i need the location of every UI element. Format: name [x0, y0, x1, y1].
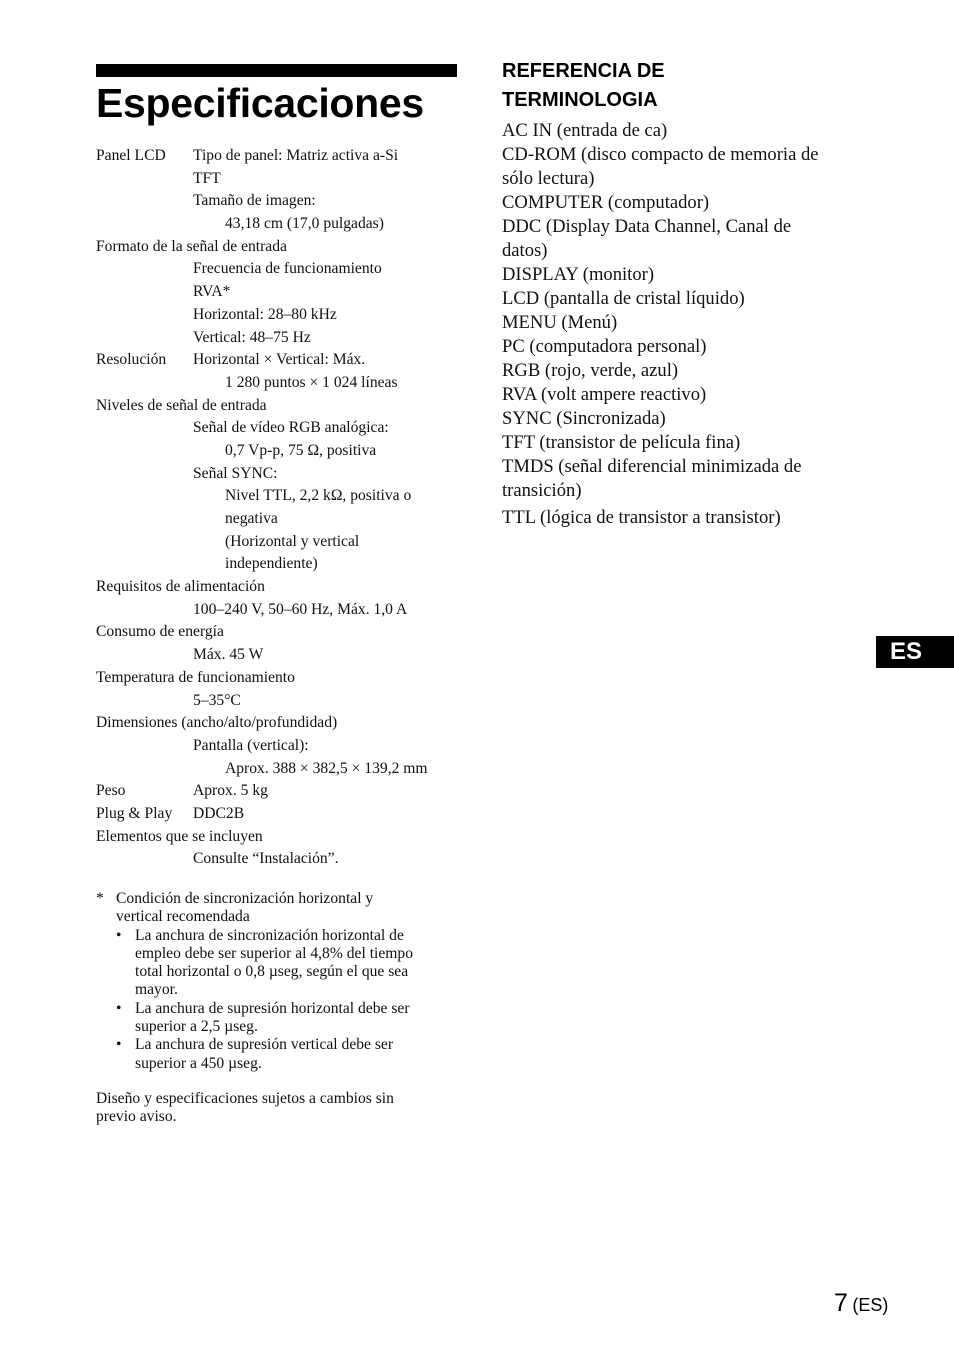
- footnote-marker: *: [96, 890, 104, 907]
- term-line: DISPLAY (monitor): [502, 264, 655, 285]
- spec-row: [96, 553, 466, 576]
- term-entry: [502, 506, 882, 530]
- spec-subvalue: 0,7 Vp-p, 75 Ω, positiva: [225, 441, 377, 459]
- spec-row: [96, 621, 466, 644]
- term-line: SYNC (Sincronizada): [502, 408, 666, 429]
- spec-value: Frecuencia de funcionamiento: [193, 260, 382, 278]
- footnote-bullet-text: La anchura de sincronización horizontal de: [135, 926, 404, 944]
- spec-row: [96, 667, 466, 690]
- spec-value: Horizontal × Vertical: Máx.: [193, 351, 366, 369]
- term-entry: [502, 383, 882, 407]
- footnote-bullet-text: La anchura de supresión horizontal debe ser: [135, 999, 410, 1017]
- spec-row: [96, 576, 466, 599]
- spec-value: DDC2B: [193, 804, 245, 822]
- term-line: sólo lectura): [502, 168, 595, 189]
- footnote-text: Condición de sincronización horizontal y: [116, 890, 374, 907]
- spec-row: [96, 848, 466, 871]
- spec-label: Formato de la señal de entrada: [96, 237, 287, 255]
- term-entry: [502, 311, 882, 335]
- spec-row: [96, 735, 466, 758]
- term-line: CD-ROM (disco compacto de memoria de: [502, 144, 819, 165]
- page-number-suffix: (ES): [852, 1295, 889, 1315]
- spec-row: [96, 690, 466, 713]
- footnote-bullet-text: superior a 2,5 µseg.: [135, 1018, 258, 1036]
- spec-label: Temperatura de funcionamiento: [96, 668, 295, 686]
- footnote-bullet-line: [96, 963, 466, 981]
- term-entry: [502, 287, 882, 311]
- term-entry: [502, 263, 882, 287]
- term-entry: [502, 215, 882, 263]
- term-line: TMDS (señal diferencial minimizada de: [502, 456, 802, 477]
- spec-row: [96, 803, 466, 826]
- spec-row: [96, 213, 466, 236]
- footnote-bullet-text: superior a 450 µseg.: [135, 1054, 262, 1072]
- spec-row: [96, 145, 466, 168]
- term-line: RGB (rojo, verde, azul): [502, 360, 679, 381]
- spec-row: [96, 531, 466, 554]
- spec-row: [96, 258, 466, 281]
- footnotes: [96, 890, 466, 1127]
- spec-value: Señal SYNC:: [193, 464, 278, 482]
- spec-subvalue: Aprox. 388 × 382,5 × 139,2 mm: [225, 759, 428, 777]
- spec-label: Peso: [96, 782, 126, 800]
- term-entry: [502, 335, 882, 359]
- language-tab: ES: [876, 636, 954, 668]
- spec-row: [96, 826, 466, 849]
- spec-row: [96, 349, 466, 372]
- spec-value: Tipo de panel: Matriz activa a-Si: [193, 147, 399, 164]
- term-line: transición): [502, 480, 582, 501]
- term-line: datos): [502, 240, 548, 261]
- term-line: TTL (lógica de transistor a transistor): [502, 507, 781, 528]
- footnote-bullet-text: total horizontal o 0,8 µseg, según el que sea: [135, 963, 409, 981]
- spec-row: [96, 304, 466, 327]
- footnote-bullet-line: [96, 1018, 466, 1036]
- term-entry: [502, 143, 882, 191]
- spec-label: Dimensiones (ancho/alto/profundidad): [96, 714, 338, 732]
- term-line: DDC (Display Data Channel, Canal de: [502, 216, 792, 237]
- spec-subvalue: (Horizontal y vertical: [225, 532, 360, 550]
- terminology-list: [502, 119, 882, 530]
- footnote-bullet-line: [96, 927, 466, 945]
- spec-row: [96, 236, 466, 259]
- spec-value: Señal de vídeo RGB analógica:: [193, 419, 389, 437]
- disclaimer-line: [96, 1090, 466, 1108]
- footnote-bullet-line: [96, 981, 466, 999]
- spec-subvalue: 1 280 puntos × 1 024 líneas: [225, 373, 398, 391]
- spec-value: Pantalla (vertical):: [193, 736, 309, 754]
- spec-row: [96, 168, 466, 191]
- spec-label: Plug & Play: [96, 804, 173, 822]
- spec-value: Aprox. 5 kg: [193, 782, 268, 800]
- footnote-bullet-text: mayor.: [135, 981, 178, 999]
- footnote-text: vertical recomendada: [116, 908, 250, 926]
- spec-row: [96, 372, 466, 395]
- spec-subvalue: negativa: [225, 510, 278, 527]
- terminology-heading-line: TERMINOLOGIA: [502, 89, 658, 111]
- term-entry: [502, 455, 882, 503]
- spec-value: RVA*: [193, 283, 231, 301]
- term-entry: [502, 359, 882, 383]
- spec-value: TFT: [193, 169, 221, 187]
- disclaimer-text: Diseño y especificaciones sujetos a cambios sin: [96, 1089, 394, 1107]
- spec-row: [96, 463, 466, 486]
- spec-value: Vertical: 48–75 Hz: [193, 328, 311, 346]
- page-title: Especificaciones: [96, 80, 424, 126]
- spec-row: [96, 281, 466, 304]
- term-line: MENU (Menú): [502, 312, 618, 333]
- spec-subvalue: independiente): [225, 555, 318, 573]
- spec-subvalue: Nivel TTL, 2,2 kΩ, positiva o: [225, 487, 412, 505]
- term-entry: [502, 191, 882, 215]
- spec-row: [96, 485, 466, 508]
- spec-label: Elementos que se incluyen: [96, 827, 263, 845]
- spec-value: Tamaño de imagen:: [193, 192, 316, 210]
- term-line: RVA (volt ampere reactivo): [502, 384, 707, 405]
- spec-row: [96, 440, 466, 463]
- term-line: TFT (transistor de película fina): [502, 432, 741, 453]
- spec-row: [96, 758, 466, 781]
- page-number-value: 7: [834, 1289, 848, 1317]
- bullet-marker: •: [116, 999, 122, 1017]
- disclaimer-text: previo aviso.: [96, 1108, 177, 1126]
- specifications-list: [96, 145, 466, 871]
- footnote-bullet-line: [96, 1000, 466, 1018]
- page-number: [834, 1289, 888, 1318]
- spec-label: Niveles de señal de entrada: [96, 396, 267, 414]
- spec-row: [96, 395, 466, 418]
- term-line: AC IN (entrada de ca): [502, 120, 668, 141]
- spec-label: Panel LCD: [96, 147, 166, 164]
- spec-row: [96, 712, 466, 735]
- term-line: PC (computadora personal): [502, 336, 707, 357]
- term-entry: [502, 431, 882, 455]
- title-rule: [96, 64, 457, 77]
- footnote-heading-line: [96, 890, 466, 908]
- spec-subvalue: 43,18 cm (17,0 pulgadas): [225, 215, 384, 233]
- spec-row: [96, 327, 466, 350]
- spec-row: [96, 508, 466, 531]
- term-entry: [502, 407, 882, 431]
- terminology-heading: [502, 57, 802, 115]
- bullet-marker: •: [116, 1036, 122, 1054]
- footnote-bullet-line: [96, 1055, 466, 1073]
- footnote-bullet-line: [96, 1036, 466, 1054]
- bullet-marker: •: [116, 926, 122, 944]
- spec-row: [96, 780, 466, 803]
- term-entry: [502, 119, 882, 143]
- spec-label: Consumo de energía: [96, 623, 224, 641]
- terminology-heading-line: REFERENCIA DE: [502, 60, 665, 82]
- spec-value: Consulte “Instalación”.: [193, 850, 339, 868]
- footnote-heading-line: [96, 908, 466, 926]
- spec-row: [96, 644, 466, 667]
- footnote-bullet-text: empleo debe ser superior al 4,8% del tiempo: [135, 944, 413, 962]
- disclaimer-line: [96, 1108, 466, 1126]
- spec-row: [96, 190, 466, 213]
- spec-row: [96, 417, 466, 440]
- spec-row: [96, 599, 466, 622]
- spec-value: 5–35°C: [193, 691, 241, 709]
- footnote-bullet-line: [96, 945, 466, 963]
- term-line: LCD (pantalla de cristal líquido): [502, 288, 745, 309]
- spec-label: Requisitos de alimentación: [96, 578, 265, 596]
- spec-label: Resolución: [96, 351, 167, 369]
- spacer: [96, 1073, 466, 1090]
- spec-value: Máx. 45 W: [193, 646, 264, 664]
- term-line: COMPUTER (computador): [502, 192, 710, 213]
- spec-value: Horizontal: 28–80 kHz: [193, 305, 337, 323]
- spec-value: 100–240 V, 50–60 Hz, Máx. 1,0 A: [193, 600, 408, 618]
- footnote-bullet-text: La anchura de supresión vertical debe ser: [135, 1036, 394, 1054]
